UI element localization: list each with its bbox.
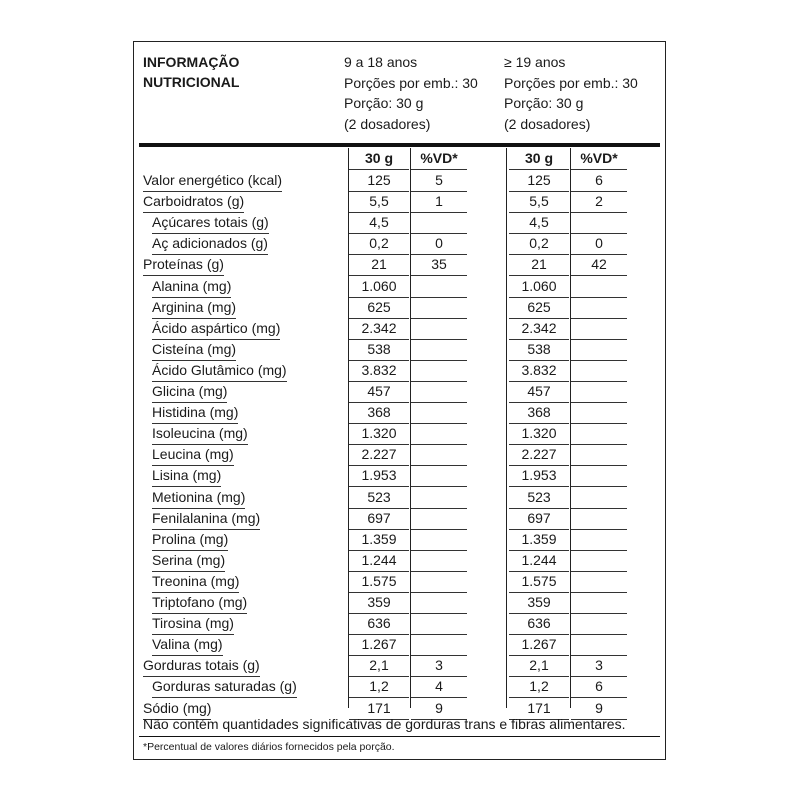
amount-9-18: 697 xyxy=(349,508,409,530)
table-row xyxy=(139,170,662,191)
vd-19-plus: 3 xyxy=(571,655,627,677)
serving-size: Porção: 30 g xyxy=(344,95,424,111)
serving-size: Porção: 30 g xyxy=(504,95,584,111)
vd-9-18 xyxy=(411,571,467,593)
footer-divider xyxy=(139,736,660,737)
vd-9-18 xyxy=(411,634,467,656)
vd-9-18 xyxy=(411,297,467,319)
vd-9-18: 3 xyxy=(411,655,467,677)
vd-9-18: 35 xyxy=(411,254,467,276)
vd-9-18 xyxy=(411,318,467,340)
amount-19-plus: 0,2 xyxy=(509,233,569,255)
amount-19-plus: 359 xyxy=(509,592,569,614)
table-row xyxy=(139,254,662,275)
amount-19-plus: 1.359 xyxy=(509,529,569,551)
vd-19-plus xyxy=(571,465,627,487)
amount-19-plus: 697 xyxy=(509,508,569,530)
nutrient-name: Gorduras saturadas (g) xyxy=(152,676,297,698)
nutrient-name: Valor energético (kcal) xyxy=(143,170,282,192)
table-row xyxy=(139,508,662,529)
amount-19-plus: 21 xyxy=(509,254,569,276)
nutrition-facts-table xyxy=(133,41,666,760)
amount-19-plus: 1.953 xyxy=(509,465,569,487)
table-title: INFORMAÇÃO NUTRICIONAL xyxy=(143,54,240,90)
amount-19-plus: 2,1 xyxy=(509,655,569,677)
vd-9-18 xyxy=(411,592,467,614)
vd-19-plus xyxy=(571,613,627,635)
vd-9-18 xyxy=(411,444,467,466)
table-row xyxy=(139,676,662,697)
amount-9-18: 125 xyxy=(349,170,409,192)
table-row xyxy=(139,212,662,233)
vd-9-18: 9 xyxy=(411,698,467,720)
amount-19-plus: 5,5 xyxy=(509,191,569,213)
table-row xyxy=(139,465,662,486)
amount-9-18: 1.060 xyxy=(349,276,409,298)
nutrient-name: Sódio (mg) xyxy=(143,698,211,720)
amount-19-plus: 125 xyxy=(509,170,569,192)
amount-9-18: 636 xyxy=(349,613,409,635)
vd-19-plus xyxy=(571,634,627,656)
header-divider xyxy=(139,143,660,147)
table-row xyxy=(139,339,662,360)
amount-9-18: 4,5 xyxy=(349,212,409,234)
amount-9-18: 1.575 xyxy=(349,571,409,593)
table-row xyxy=(139,276,662,297)
nutrient-name: Treonina (mg) xyxy=(152,571,239,593)
amount-9-18: 1.320 xyxy=(349,423,409,445)
vd-19-plus: 9 xyxy=(571,698,627,720)
amount-19-plus: 1.060 xyxy=(509,276,569,298)
nutrient-name: Ácido Glutâmico (mg) xyxy=(152,360,287,382)
table-row xyxy=(139,613,662,634)
amount-19-plus: 636 xyxy=(509,613,569,635)
table-row xyxy=(139,318,662,339)
nutrient-name: Ácido aspártico (mg) xyxy=(152,318,280,340)
vd-19-plus xyxy=(571,297,627,319)
table-row xyxy=(139,297,662,318)
amount-9-18: 523 xyxy=(349,487,409,509)
nutrient-name: Cisteína (mg) xyxy=(152,339,236,361)
nutrient-name: Metionina (mg) xyxy=(152,487,245,509)
amount-9-18: 0,2 xyxy=(349,233,409,255)
amount-9-18: 1.953 xyxy=(349,465,409,487)
table-row xyxy=(139,381,662,402)
amount-9-18: 1.267 xyxy=(349,634,409,656)
amount-19-plus: 625 xyxy=(509,297,569,319)
table-row xyxy=(139,571,662,592)
table-row xyxy=(139,529,662,550)
amount-19-plus: 523 xyxy=(509,487,569,509)
vd-9-18: 0 xyxy=(411,233,467,255)
amount-19-plus: 1.267 xyxy=(509,634,569,656)
footer-note: Não contém quantidades significativas de gorduras trans e fibras alimentares. xyxy=(143,716,626,732)
serving-info-9-18 xyxy=(344,52,478,134)
vd-9-18 xyxy=(411,276,467,298)
table-row xyxy=(139,360,662,381)
vd-9-18 xyxy=(411,360,467,382)
amount-19-plus: 171 xyxy=(509,698,569,720)
serving-note: (2 dosadores) xyxy=(504,115,591,132)
servings-per-package: Porções por emb.: 30 xyxy=(504,74,638,91)
nutrient-name: Gorduras totais (g) xyxy=(143,655,260,677)
servings-per-package: Porções por emb.: 30 xyxy=(344,74,478,91)
vd-9-18 xyxy=(411,508,467,530)
nutrient-name: Açúcares totais (g) xyxy=(152,212,269,234)
column-header-row xyxy=(139,148,662,169)
vd-19-plus: 6 xyxy=(571,676,627,698)
vd-19-plus xyxy=(571,381,627,403)
vd-header: %VD* xyxy=(571,148,627,170)
nutrient-name: Aç adicionados (g) xyxy=(152,233,268,255)
nutrient-name: Isoleucina (mg) xyxy=(152,423,248,445)
vd-19-plus xyxy=(571,339,627,361)
vd-9-18 xyxy=(411,487,467,509)
amount-header: 30 g xyxy=(349,148,409,170)
table-row xyxy=(139,423,662,444)
vd-19-plus: 0 xyxy=(571,233,627,255)
amount-9-18: 368 xyxy=(349,402,409,424)
nutrient-name: Histidina (mg) xyxy=(152,402,238,424)
table-row xyxy=(139,191,662,212)
amount-9-18: 2.227 xyxy=(349,444,409,466)
table-row xyxy=(139,592,662,613)
vd-19-plus xyxy=(571,423,627,445)
vd-9-18 xyxy=(411,465,467,487)
serving-note: (2 dosadores) xyxy=(344,115,431,132)
nutrient-name: Alanina (mg) xyxy=(152,276,231,298)
nutrient-name: Lisina (mg) xyxy=(152,465,221,487)
amount-9-18: 1,2 xyxy=(349,676,409,698)
vd-19-plus xyxy=(571,487,627,509)
vd-19-plus: 42 xyxy=(571,254,627,276)
vd-19-plus xyxy=(571,212,627,234)
vd-9-18 xyxy=(411,423,467,445)
vd-19-plus xyxy=(571,508,627,530)
amount-19-plus: 4,5 xyxy=(509,212,569,234)
amount-19-plus: 1,2 xyxy=(509,676,569,698)
table-row xyxy=(139,402,662,423)
column-divider xyxy=(410,148,411,708)
nutrient-name: Proteínas (g) xyxy=(143,254,224,276)
amount-9-18: 1.359 xyxy=(349,529,409,551)
amount-header: 30 g xyxy=(509,148,569,170)
vd-9-18: 5 xyxy=(411,170,467,192)
vd-19-plus xyxy=(571,571,627,593)
nutrient-name: Tirosina (mg) xyxy=(152,613,234,635)
amount-9-18: 538 xyxy=(349,339,409,361)
vd-19-plus xyxy=(571,444,627,466)
amount-9-18: 3.832 xyxy=(349,360,409,382)
serving-info-19-plus xyxy=(504,52,638,134)
vd-19-plus xyxy=(571,529,627,551)
vd-19-plus: 6 xyxy=(571,170,627,192)
amount-9-18: 171 xyxy=(349,698,409,720)
amount-9-18: 5,5 xyxy=(349,191,409,213)
amount-9-18: 359 xyxy=(349,592,409,614)
vd-19-plus xyxy=(571,360,627,382)
vd-9-18: 4 xyxy=(411,676,467,698)
vd-9-18 xyxy=(411,381,467,403)
amount-9-18: 21 xyxy=(349,254,409,276)
vd-9-18 xyxy=(411,613,467,635)
amount-19-plus: 3.832 xyxy=(509,360,569,382)
vd-19-plus: 2 xyxy=(571,191,627,213)
vd-9-18: 1 xyxy=(411,191,467,213)
amount-19-plus: 1.244 xyxy=(509,550,569,572)
table-row xyxy=(139,444,662,465)
column-divider xyxy=(348,148,349,708)
nutrient-name: Glicina (mg) xyxy=(152,381,227,403)
amount-19-plus: 2.227 xyxy=(509,444,569,466)
table-row xyxy=(139,487,662,508)
table-row xyxy=(139,233,662,254)
amount-19-plus: 1.575 xyxy=(509,571,569,593)
table-row xyxy=(139,655,662,676)
nutrient-name: Triptofano (mg) xyxy=(152,592,247,614)
table-row xyxy=(139,550,662,571)
nutrient-name: Carboidratos (g) xyxy=(143,191,244,213)
nutrient-name: Prolina (mg) xyxy=(152,529,228,551)
vd-9-18 xyxy=(411,402,467,424)
age-group-label: 9 a 18 anos xyxy=(344,54,418,70)
amount-9-18: 1.244 xyxy=(349,550,409,572)
amount-19-plus: 1.320 xyxy=(509,423,569,445)
nutrient-name: Fenilalanina (mg) xyxy=(152,508,260,530)
amount-19-plus: 538 xyxy=(509,339,569,361)
vd-9-18 xyxy=(411,550,467,572)
amount-9-18: 2.342 xyxy=(349,318,409,340)
vd-19-plus xyxy=(571,402,627,424)
vd-9-18 xyxy=(411,339,467,361)
vd-19-plus xyxy=(571,276,627,298)
amount-19-plus: 2.342 xyxy=(509,318,569,340)
vd-19-plus xyxy=(571,550,627,572)
amount-9-18: 625 xyxy=(349,297,409,319)
amount-19-plus: 368 xyxy=(509,402,569,424)
nutrient-name: Serina (mg) xyxy=(152,550,225,572)
amount-9-18: 457 xyxy=(349,381,409,403)
amount-9-18: 2,1 xyxy=(349,655,409,677)
vd-9-18 xyxy=(411,212,467,234)
footnote: *Percentual de valores diários fornecidos pela porção. xyxy=(143,741,395,753)
column-divider xyxy=(506,148,507,708)
vd-9-18 xyxy=(411,529,467,551)
amount-19-plus: 457 xyxy=(509,381,569,403)
vd-header: %VD* xyxy=(411,148,467,170)
nutrient-name: Arginina (mg) xyxy=(152,297,236,319)
vd-19-plus xyxy=(571,318,627,340)
nutrient-name: Leucina (mg) xyxy=(152,444,234,466)
column-divider xyxy=(570,148,571,708)
nutrient-name: Valina (mg) xyxy=(152,634,223,656)
age-group-label: ≥ 19 anos xyxy=(504,54,566,70)
vd-19-plus xyxy=(571,592,627,614)
table-row xyxy=(139,634,662,655)
